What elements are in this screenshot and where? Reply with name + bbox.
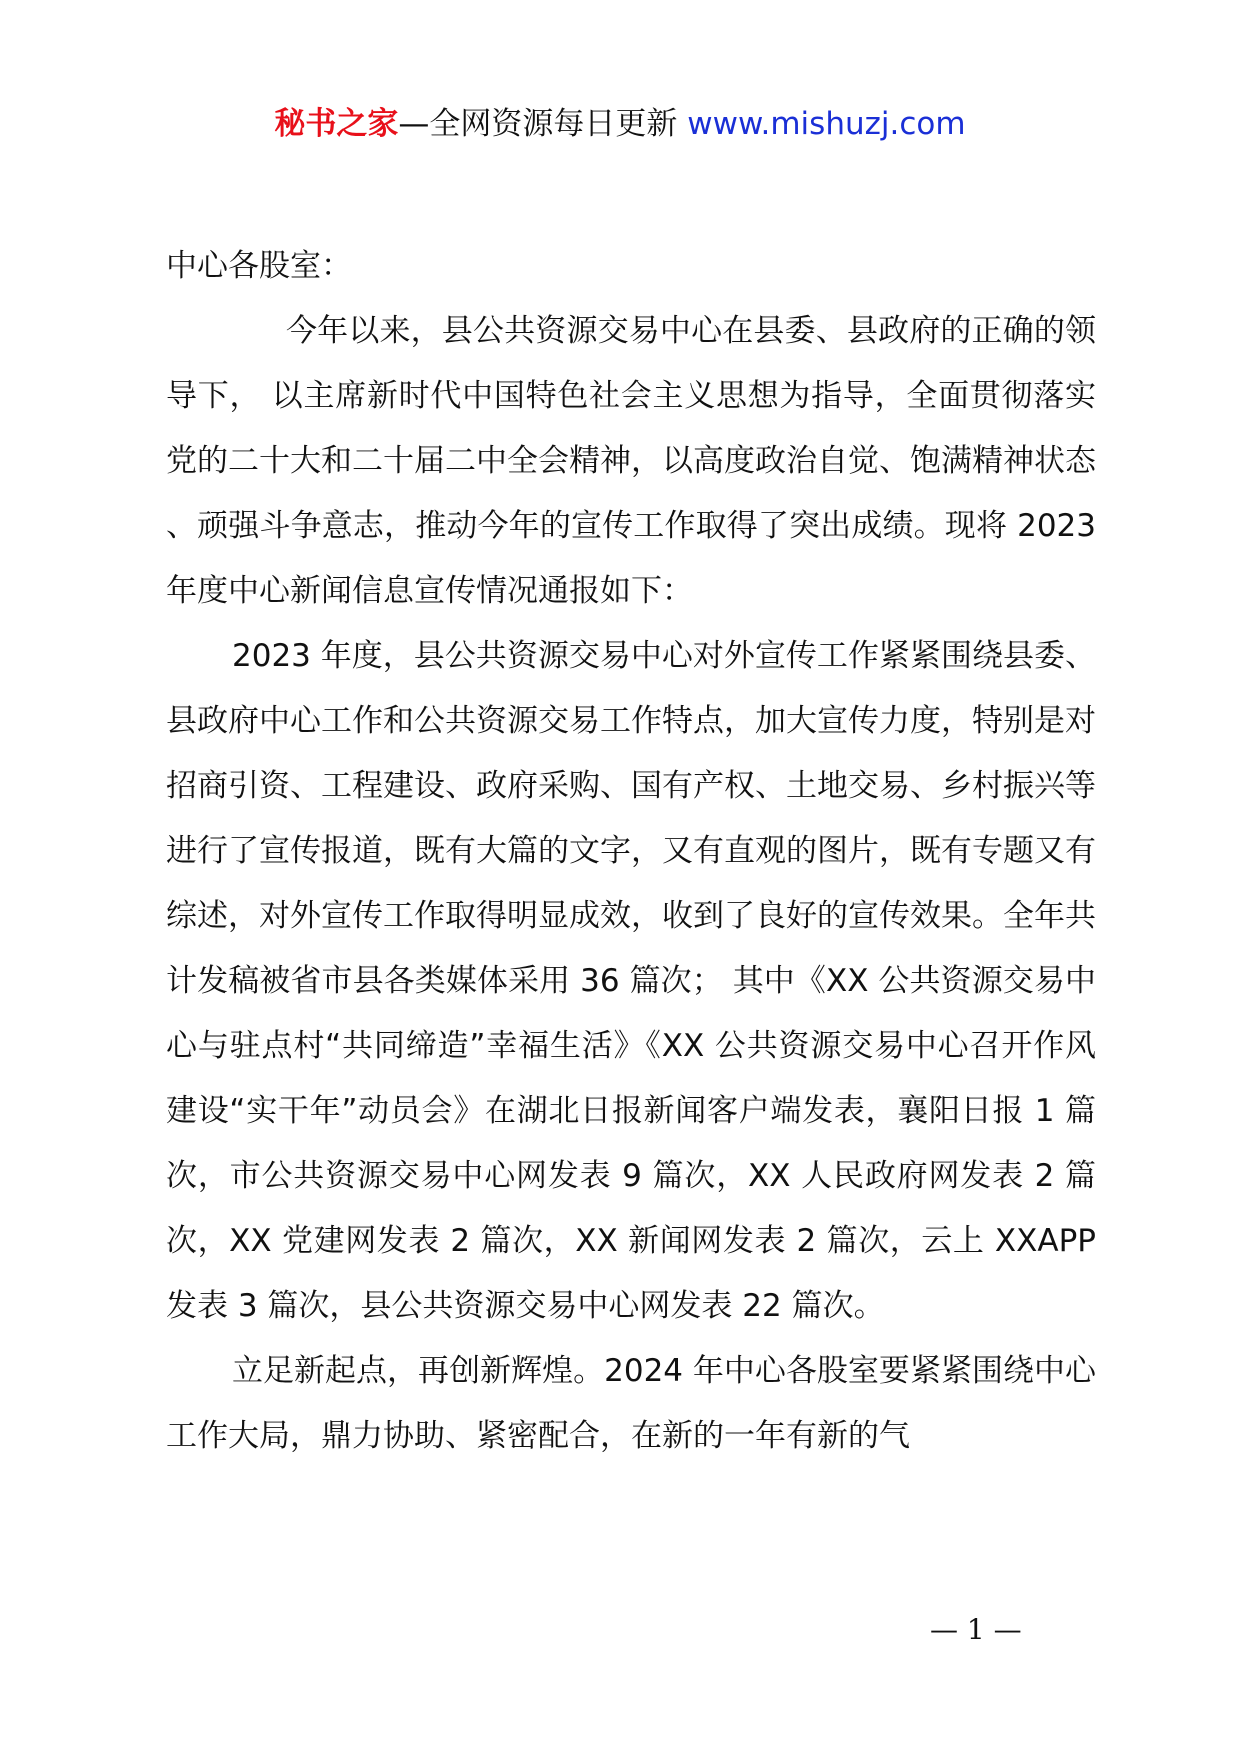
paragraph-outlook: 立足新起点，再创新辉煌。2024 年中心各股室要紧紧围绕中心工作大局，鼎力协助、紧密配合，在新的一年有新的气 (166, 1353, 1096, 1454)
document-body (166, 234, 1096, 1469)
site-url[interactable]: www.mishuzj.com (687, 106, 966, 142)
site-header (0, 100, 1240, 148)
brand-name: 秘书之家 (274, 106, 399, 142)
paragraph-summary: 2023 年度，县公共资源交易中心对外宣传工作紧紧围绕县委、县政府中心工作和公共资源交易工作特点，加大宣传力度，特别是对招商引资、工程建设、政府采购、国有产权、土地交易、乡村振兴等进行了宣传报道，既有大篇的文字，又有直观的图片，既有专题又有综述，对外宣传工作取得明显成效，收到了良好的宣传效果。全年共计发稿被省市县各类媒体采用 36 篇次； 其中《XX 公共资源交易中心与驻点村“共同缔造”幸福生活》《XX 公共资源交易中心召开作风建设“实干年”动员会》在湖北日报新闻客户端发表，襄阳日报 1 篇次，市公共资源交易中心网发表 9 篇次，XX 人民政府网发表 2 篇次，XX 党建网发表 2 篇次，XX 新闻网发表 2 篇次，云上 XXAPP 发表 3 篇次，县公共资源交易中心网发表 22 篇次。 (166, 638, 1096, 1324)
header-slogan: —全网资源每日更新 (398, 106, 688, 142)
salutation: 中心各股室： (166, 248, 352, 284)
page-number: — 1 — (930, 1613, 1022, 1646)
paragraph-intro: 今年以来，县公共资源交易中心在县委、县政府的正确的领导下， 以主席新时代中国特色社会主义思想为指导，全面贯彻落实党的二十大和二十届二中全会精神，以高度政治自觉、饱满精神状态、顽强斗争意志，推动今年的宣传工作取得了突出成绩。现将 2023 年度中心新闻信息宣传情况通报如下： (166, 313, 1096, 609)
